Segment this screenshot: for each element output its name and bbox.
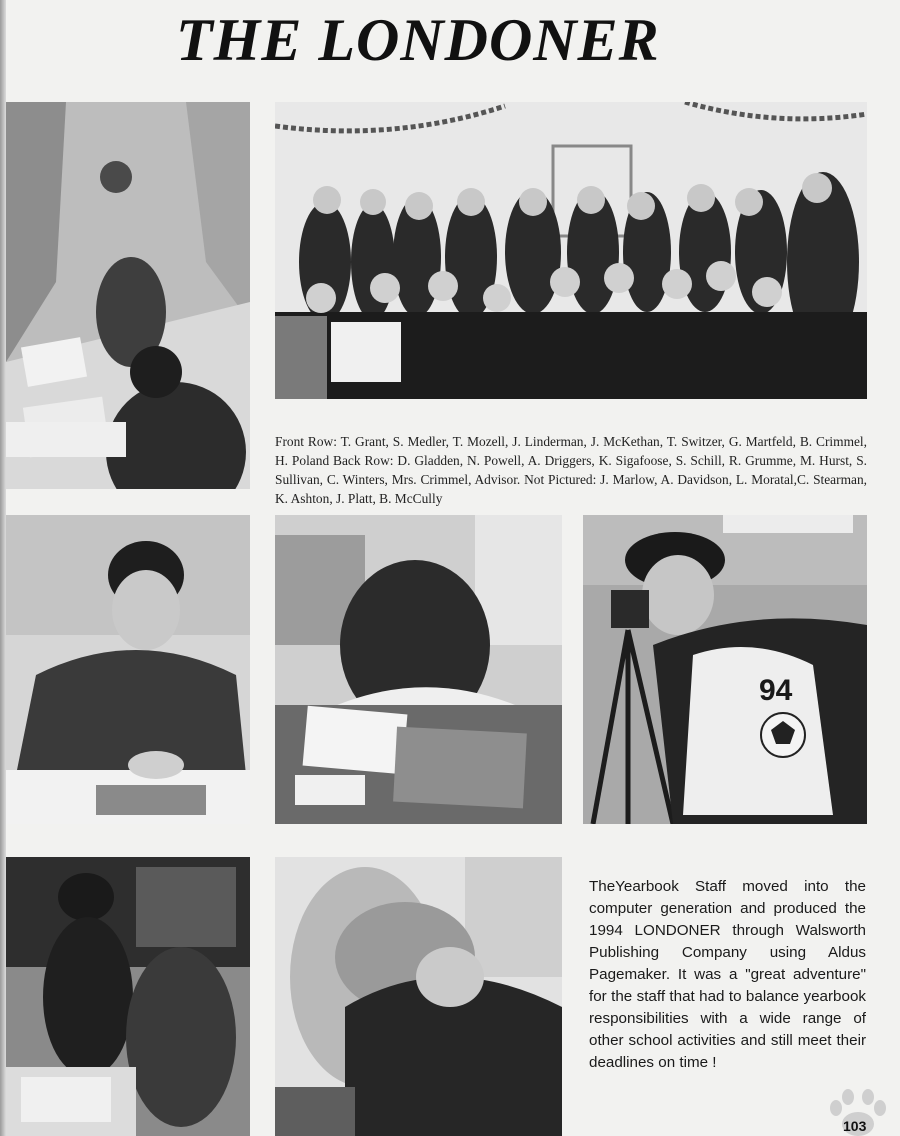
photo-staff-group: [275, 102, 867, 399]
page-title: THE LONDONER: [176, 7, 660, 73]
photo-stressed-student: [275, 857, 562, 1136]
photo-camera-operator: [583, 515, 867, 824]
photo-smiling-student: [6, 515, 250, 824]
page-number: 103: [843, 1118, 867, 1134]
jacket-number: 94: [759, 674, 793, 707]
group-photo-caption: Front Row: T. Grant, S. Medler, T. Mozell, J. Linderman, J. McKethan, T. Switzer, G. Martfeld, B. Crimmel, H. Poland Back Row: D. Gladden, N. Powell, A. Driggers, K. Sigafoose, S. Schill, R. Grumme, M. Hurst, S. Sullivan, C. Winters, Mrs. Crimmel, Advisor. Not Pictured: J. Marlow, A. Davidson, L. Moratal,C. Stearman, K. Ashton, J. Platt, B. McCully: [275, 434, 867, 506]
photo-student-writing: [275, 515, 562, 824]
photo-hallway-floor: [6, 102, 250, 489]
photo-students-at-desk: [6, 857, 250, 1136]
article-text: TheYearbook Staff moved into the computer generation and produced the 1994 LONDONER through Walsworth Publishing Company using Aldus Pagemaker. It was a "great adventure" for the staff that had to balance yearbook responsibilities with a wide range of other school activities and still meet their deadlines on time !: [589, 878, 866, 1071]
